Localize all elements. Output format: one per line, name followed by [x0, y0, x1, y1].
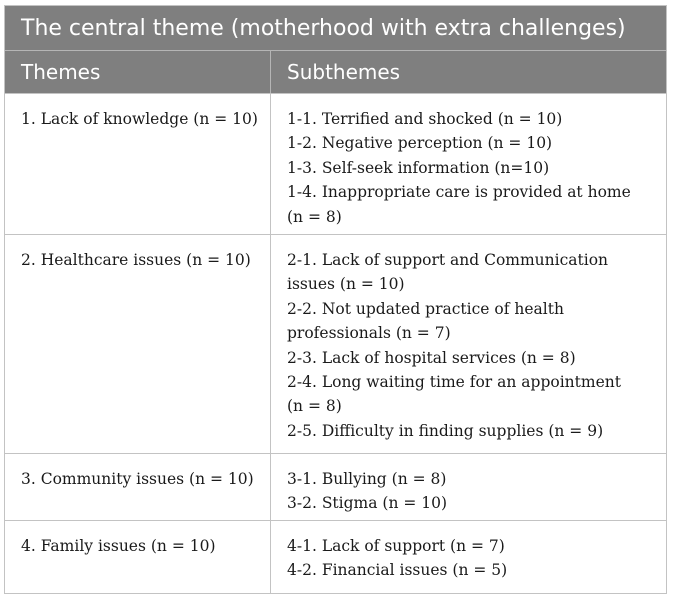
subtheme-item: 2-2. Not updated practice of health — [287, 299, 564, 318]
theme-cell: 2. Healthcare issues (n = 10) — [5, 235, 271, 453]
header-subthemes: Subthemes — [287, 60, 401, 84]
subtheme-item: (n = 8) — [287, 397, 342, 416]
table-row — [5, 93, 666, 234]
theme-cell: 1. Lack of knowledge (n = 10) — [5, 94, 271, 234]
header-themes: Themes — [5, 51, 271, 93]
subtheme-item: 2-4. Long waiting time for an appointment — [287, 373, 621, 392]
table-row — [5, 520, 666, 593]
subtheme-item: 4-2. Financial issues (n = 5) — [287, 561, 508, 580]
subtheme-item: 1-1. Terrified and shocked (n = 10) — [287, 110, 563, 128]
subtheme-item: 1-2. Negative perception (n = 10) — [287, 134, 553, 153]
subthemes-cell — [271, 94, 666, 234]
subtheme-item: 2-1. Lack of support and Communication — [287, 251, 609, 269]
subtheme-item: 3-1. Bullying (n = 8) — [287, 470, 447, 488]
table-row — [5, 453, 666, 520]
table-title: The central theme (motherhood with extra challenges) — [5, 6, 666, 51]
table-row — [5, 234, 666, 453]
subtheme-item: 2-5. Difficulty in finding supplies (n = 9) — [287, 421, 604, 440]
subtheme-item: 4-1. Lack of support (n = 7) — [287, 537, 505, 555]
subtheme-item: professionals (n = 7) — [287, 324, 451, 343]
subtheme-item: issues (n = 10) — [287, 275, 405, 294]
subtheme-item: 3-2. Stigma (n = 10) — [287, 494, 448, 513]
table-header — [5, 51, 666, 93]
themes-table — [4, 5, 667, 594]
subthemes-cell — [271, 454, 666, 520]
subtheme-item: 1-4. Inappropriate care is provided at home — [287, 183, 631, 202]
subtheme-item: 2-3. Lack of hospital services (n = 8) — [287, 348, 576, 367]
subtheme-item: 1-3. Self-seek information (n=10) — [287, 158, 550, 177]
subthemes-cell — [271, 235, 666, 453]
subthemes-cell — [271, 521, 666, 593]
subtheme-item: (n = 8) — [287, 207, 342, 226]
theme-cell: 3. Community issues (n = 10) — [5, 454, 271, 520]
theme-cell: 4. Family issues (n = 10) — [5, 521, 271, 593]
